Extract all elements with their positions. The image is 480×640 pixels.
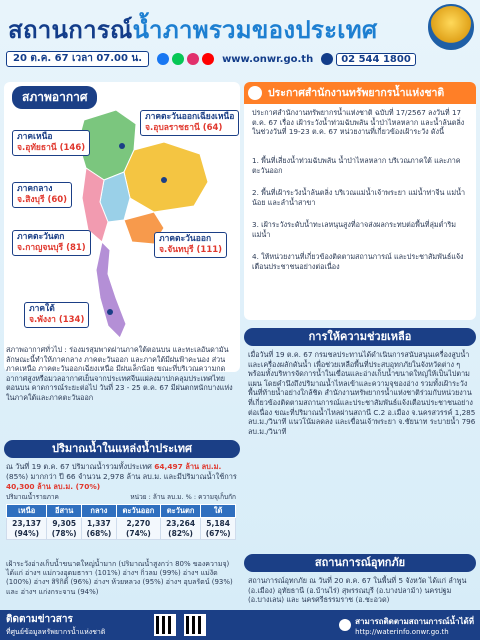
region-northeast: ภาคตะวันออกเฉียงเหนือ จ.อุบลราชธานี (64) (140, 110, 239, 136)
facebook-icon[interactable] (157, 53, 169, 65)
footer-right-title: สามารถติดตามสถานการณ์น้ำได้ที่ (355, 616, 474, 626)
column-header: ใต้ (201, 505, 236, 518)
water-intro-prefix: ณ วันที่ 19 ต.ค. 67 ปริมาณน้ำรวมทั้งประเทศ (6, 462, 152, 471)
footer-url[interactable]: http://waterinfo.onwr.go.th (355, 627, 449, 636)
footer (0, 610, 480, 640)
weather-panel (4, 82, 240, 372)
water-total: 64,497 ล้าน ลบ.ม. (154, 462, 222, 471)
announcement-item: 2. พื้นที่เฝ้าระวังน้ำล้นตลิ่ง บริเวณแม่น้ำเจ้าพระยา แม่น้ำท่าจีน แม่น้ำน้อย และลำน้ำสาขา (252, 188, 466, 207)
column-header: กลาง (82, 505, 117, 518)
phone-number[interactable]: 02 544 1800 (336, 53, 416, 66)
water-table-caption (6, 492, 236, 502)
qr-code[interactable] (154, 614, 176, 636)
title-part-1: สถานการณ์ (8, 16, 133, 44)
column-header: ตะวันตก (160, 505, 200, 518)
column-header: ตะวันออก (116, 505, 160, 518)
region-south: ภาคใต้ จ.พังงา (134) (24, 302, 89, 328)
rain-cloud-icon (107, 309, 113, 315)
table-cell: 9,305 (78%) (47, 518, 82, 540)
water-volume-intro (6, 462, 238, 491)
region-central: ภาคกลาง จ.สิงบุรี (60) (12, 182, 72, 208)
flood-situation-body: สถานการณ์อุทกภัย ณ วันที่ 20 ต.ค. 67 ในพื้นที่ 5 จังหวัด ได้แก่ ลำพูน (อ.เมือง) อุทัยธานี (อ.บ้านไร่) สุพรรณบุรี (อ.บางปลาม้า) นครปฐม (อ.บางเลน) และ นครศรีธรรมราช (อ.ชะอวด) (248, 576, 467, 605)
table-cell: 5,184 (67%) (201, 518, 236, 540)
header-subbar (0, 50, 480, 68)
header (0, 0, 480, 68)
youtube-icon[interactable] (202, 53, 214, 65)
follow-news (0, 612, 150, 638)
weather-title: สภาพอากาศ (12, 86, 97, 109)
announcement-item: 1. พื้นที่เสี่ยงน้ำท่วมฉับพลัน น้ำป่าไหลหลาก บริเวณภาคใต้ และภาคตะวันออก (252, 156, 461, 175)
rain-cloud-icon (119, 143, 125, 149)
map-northeast (124, 142, 208, 212)
follow-subtitle: ที่ศูนย์ข้อมูลทรัพยากรน้ำแห่งชาติ (6, 628, 106, 636)
phone-icon (321, 53, 333, 65)
weather-description: สภาพอากาศทั่วไป : ร่องมรสุมพาดผ่านภาคใต้ตอนบน และทะเลอันดามัน ลักษณะนี้ทำให้ภาคกลาง ภาคตะวันออก และภาคใต้มีฝนฟ้าคะนอง ส่วนภาคเหนือ ภาคตะวันออกเฉียงเหนือ มีฝนเล็กน้อย ขณะที่บริเวณความกดอากาศสูงหรือมวลอากาศเย็นจากประเทศจีนแผ่ลงมาปกคลุมประเทศไทยตอนบน คาดการณ์ระยะต่อไป วันที่ 23 - 25 ต.ค. 67 มีฝนตกหนักบางแห่งในภาคใต้และภาคตะวันออก (6, 345, 233, 402)
announcement-item: 3. เฝ้าระวังระดับน้ำทะเลหนุนสูงที่อาจส่งผลกระทบต่อพื้นที่ลุ่มต่ำริมแม่น้ำ (252, 220, 456, 239)
announcement-item: 4. ให้หน่วยงานที่เกี่ยวข้องติดตามสถานการณ์ และประชาสัมพันธ์แจ้งเตือนประชาชนอย่างต่อเนื่อง (252, 252, 464, 271)
water-volume-title: ปริมาณน้ำในแหล่งน้ำประเทศ (4, 440, 240, 458)
follow-title: ติดตามข่าวสาร (6, 614, 73, 625)
table-cell: 2,270 (74%) (116, 518, 160, 540)
instagram-icon[interactable] (187, 53, 199, 65)
region-west: ภาคตะวันตก จ.กาญจนบุรี (81) (12, 230, 91, 256)
footer-right (339, 615, 480, 636)
column-header: อีสาน (47, 505, 82, 518)
water-caption-left: ปริมาณน้ำรายภาค (6, 493, 59, 501)
table-cell: 1,337 (68%) (82, 518, 117, 540)
website-link[interactable]: www.onwr.go.th (222, 53, 314, 65)
announcement-body: ประกาศสำนักงานทรัพยากรน้ำแห่งชาติ ฉบับที่ 17/2567 ลงวันที่ 17 ต.ค. 67 เรื่อง เฝ้าระวังน้ำท่วมฉับพลัน น้ำป่าไหลหลาก และน้ำล้นตลิ่ง ในช่วงวันที่ 19-23 ต.ค. 67 หน่วยงานที่เกี่ยวข้องเฝ้าระวัง ดังนี้ (252, 108, 465, 136)
assistance-body: เมื่อวันที่ 19 ต.ค. 67 กรมชลประทานได้ดำเนินการสนับสนุนเครื่องสูบน้ำและเครื่องผลักดันน้ำ เพื่อช่วยเหลือพื้นที่ประสบอุทกภัยในจังหวัดต่าง ๆ พร้อมทั้งบริหารจัดการน้ำในเขื่อนและอ่างเก็บน้ำขนาดใหญ่ให้เป็นไปตามแผน โดยคำนึงถึงปริมาณน้ำไหลเข้าและความจุของอ่าง รวมทั้งเฝ้าระวังพื้นที่ท้ายน้ำอย่างใกล้ชิด สำนักงานทรัพยากรน้ำแห่งชาติร่วมกับหน่วยงานที่เกี่ยวข้องติดตามสถานการณ์และประชาสัมพันธ์แจ้งเตือนประชาชนอย่างต่อเนื่อง ขณะที่ปริมาณน้ำไหลผ่านสถานี C.2 อ.เมือง จ.นครสวรรค์ 1,285 ลบ.ม./วินาที แนวโน้มลดลง และเขื่อนเจ้าพระยา จ.ชัยนาท ระบายน้ำ 796 ลบ.ม./วินาที (248, 350, 476, 436)
title-part-2: น้ำภาพรวมของประเทศ (132, 16, 378, 44)
region-north: ภาคเหนือ จ.อุทัยธานี (146) (12, 130, 90, 156)
column-header: เหนือ (7, 505, 47, 518)
social-icons (157, 53, 214, 65)
water-caption-right: หน่วย : ล้าน ลบ.ม. % : ความจุเก็บกัก (130, 493, 236, 501)
assistance-title: การให้ความช่วยเหลือ (244, 328, 476, 346)
announcement-panel (244, 82, 476, 320)
line-icon[interactable] (172, 53, 184, 65)
water-intro-mid: (85%) มากกว่า ปี 66 จำนวน 2,978 ล้าน ลบ.ม. และมีปริมาณน้ำใช้การ (6, 471, 237, 481)
phone-contact (321, 53, 416, 66)
rain-cloud-icon (161, 177, 167, 183)
table-cell: 23,137 (94%) (7, 518, 47, 540)
table-row (7, 518, 236, 540)
water-usable: 40,300 ล้าน ลบ.ม. (70%) (6, 481, 101, 491)
announcement-title: ประกาศสำนักงานทรัพยากรน้ำแห่งชาติ (244, 82, 476, 104)
qr-code[interactable] (184, 614, 206, 636)
table-cell: 23,264 (82%) (160, 518, 200, 540)
regional-water-table (6, 504, 236, 540)
map-south (96, 242, 126, 338)
onwr-logo-icon (339, 619, 351, 631)
table-header-row (7, 505, 236, 518)
page-title (8, 10, 377, 49)
flood-situation-title: สถานการณ์อุทกภัย (244, 554, 476, 572)
region-east: ภาคตะวันออก จ.จันทบุรี (111) (154, 232, 227, 258)
reservoir-footnote: เฝ้าระวังอ่างเก็บน้ำขนาดใหญ่น้ำมาก (ปริมาณน้ำสูงกว่า 80% ของความจุ) ได้แก่ อ่างฯ แม่กวงอุดมธารา (101%) อ่างฯ กิ่วลม (99%) อ่างฯ แม่งัด (100%) อ่างฯ สิริกิติ์ (96%) อ่างฯ ห้วยหลวง (95%) อ่างฯ อุบลรัตน์ (93%) และ อ่างฯ แก่งกระจาน (94%) (6, 560, 233, 596)
onwr-logo (428, 4, 474, 50)
date-badge: 20 ต.ค. 67 เวลา 07.00 น. (6, 51, 149, 67)
